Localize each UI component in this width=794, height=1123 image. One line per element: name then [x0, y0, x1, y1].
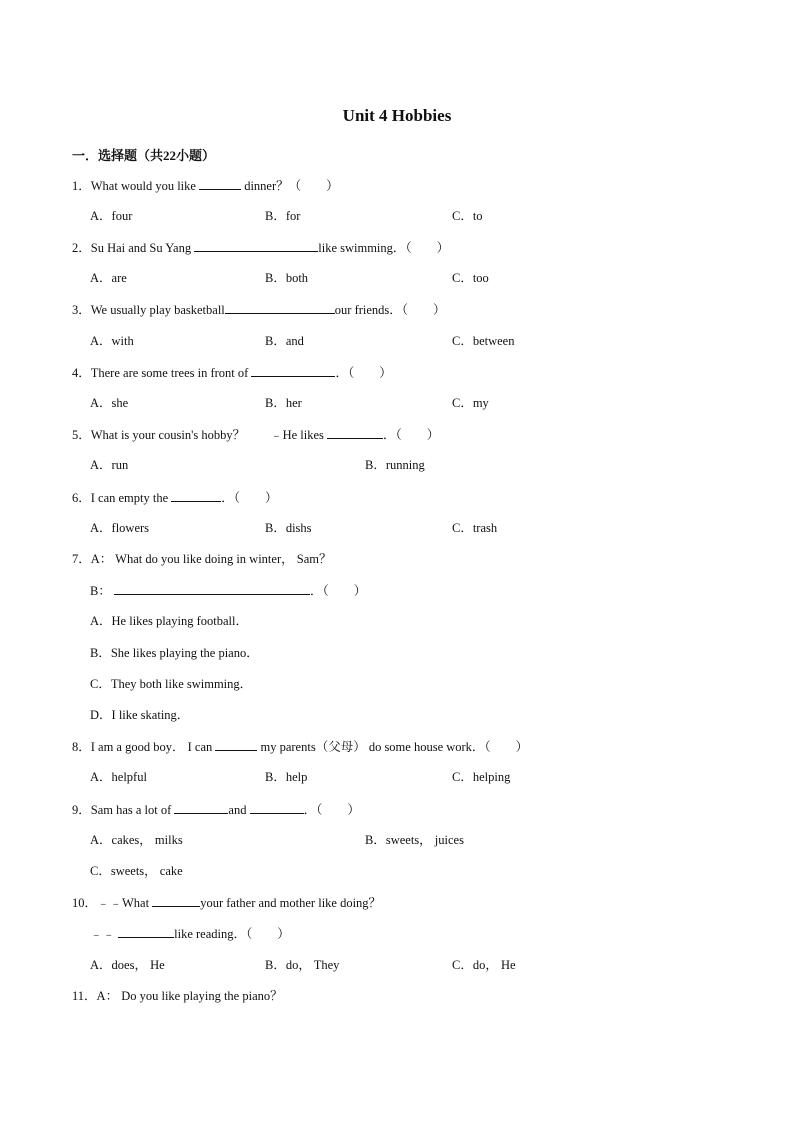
answer-blank[interactable] [225, 301, 335, 314]
answer-blank[interactable] [118, 925, 174, 938]
option-2c[interactable]: C．too [452, 271, 489, 285]
page-title: Unit 4 Hobbies [342, 106, 452, 125]
answer-blank[interactable] [171, 489, 221, 502]
question-text: and [228, 803, 250, 817]
question-text: 7．A： What do you like doing in winter， Sam？ [72, 552, 332, 566]
question-text: ．（ ） [309, 584, 367, 598]
question-text: 10．﹣﹣What [72, 896, 153, 910]
option-6b[interactable]: B．dishs [265, 521, 312, 535]
answer-blank[interactable] [251, 364, 335, 377]
answer-blank[interactable] [114, 582, 310, 595]
question-text: ．（ ） [383, 428, 440, 442]
answer-blank[interactable] [152, 894, 200, 907]
question-text: dinner？（ ） [241, 179, 339, 193]
question-text: 3．We usually play basketball [72, 303, 225, 317]
question-text: like reading．（ ） [174, 927, 290, 941]
option-2a[interactable]: A．are [90, 271, 127, 285]
question-3 [72, 301, 446, 318]
answer-blank[interactable] [174, 801, 228, 814]
option-9c[interactable]: C．sweets， cake [90, 864, 183, 878]
question-text: your father and mother like doing？ [200, 896, 382, 910]
option-10b[interactable]: B．do， They [265, 958, 340, 972]
answer-blank[interactable] [327, 426, 383, 439]
option-3b[interactable]: B．and [265, 334, 304, 348]
option-5b[interactable]: B．running [365, 458, 425, 472]
question-1 [72, 177, 339, 194]
question-2 [72, 239, 449, 256]
section-heading: 一．选择题（共22小题） [72, 148, 216, 163]
question-text: 1．What would you like [72, 179, 200, 193]
option-6c[interactable]: C．trash [452, 521, 498, 535]
option-5a[interactable]: A．run [90, 458, 129, 472]
question-text: my parents（父母） do some house work．（ ） [257, 740, 529, 754]
option-7d[interactable]: D．I like skating． [90, 708, 190, 722]
question-6 [72, 489, 278, 506]
question-text: 4．There are some trees in front of [72, 366, 252, 380]
option-8a[interactable]: A．helpful [90, 770, 147, 784]
option-3c[interactable]: C．between [452, 334, 515, 348]
question-text: B： [90, 584, 114, 598]
option-8b[interactable]: B．help [265, 770, 308, 784]
option-1c[interactable]: C．to [452, 209, 483, 223]
question-10 [72, 894, 381, 911]
option-2b[interactable]: B．both [265, 271, 309, 285]
question-text: 8．I am a good boy． I can [72, 740, 216, 754]
question-10-reply-line [90, 925, 290, 942]
option-1a[interactable]: A．four [90, 209, 133, 223]
option-9a[interactable]: A．cakes， milks [90, 833, 183, 847]
answer-blank[interactable] [194, 239, 318, 252]
question-11 [72, 988, 283, 1004]
question-text: ．（ ） [221, 491, 278, 505]
question-8 [72, 738, 528, 755]
question-9 [72, 801, 360, 818]
option-1b[interactable]: B．for [265, 209, 301, 223]
answer-blank[interactable] [199, 177, 241, 190]
option-9b[interactable]: B．sweets， juices [365, 833, 464, 847]
option-7c[interactable]: C．They both like swimming． [90, 677, 253, 691]
option-8c[interactable]: C．helping [452, 770, 511, 784]
question-text: our friends．（ ） [334, 303, 446, 317]
question-text: ﹣﹣ [90, 927, 119, 941]
option-10c[interactable]: C．do， He [452, 958, 516, 972]
question-text: 11．A： Do you like playing the piano？ [72, 989, 283, 1003]
option-4b[interactable]: B．her [265, 396, 302, 410]
question-text: like swimming．（ ） [318, 241, 450, 255]
option-3a[interactable]: A．with [90, 334, 134, 348]
option-7b[interactable]: B．She likes playing the piano． [90, 646, 259, 660]
question-4 [72, 364, 392, 381]
question-text: ．（ ） [335, 366, 392, 380]
question-text: ．（ ） [303, 803, 360, 817]
question-text: 9．Sam has a lot of [72, 803, 175, 817]
question-5 [72, 426, 439, 443]
option-4c[interactable]: C．my [452, 396, 489, 410]
question-text: 2．Su Hai and Su Yang [72, 241, 195, 255]
option-6a[interactable]: A．flowers [90, 521, 150, 535]
question-text: 5．What is your cousin's hobby？ ﹣He likes [72, 428, 328, 442]
option-4a[interactable]: A．she [90, 396, 129, 410]
option-7a[interactable]: A．He likes playing football． [90, 614, 248, 628]
question-7-b-line [90, 582, 366, 599]
question-7 [72, 551, 331, 567]
answer-blank[interactable] [215, 738, 257, 751]
question-text: 6．I can empty the [72, 491, 172, 505]
answer-blank[interactable] [250, 801, 304, 814]
option-10a[interactable]: A．does， He [90, 958, 165, 972]
